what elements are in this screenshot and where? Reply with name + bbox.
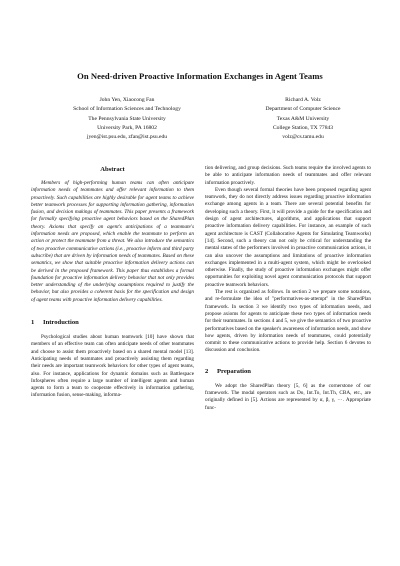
author-emails: volz@cs.tamu.edu bbox=[282, 134, 324, 141]
section-heading-introduction bbox=[31, 318, 194, 327]
author-university: Texas A&M University bbox=[276, 115, 330, 122]
introduction-paragraph: Psychological studies about human teamwork [10] have shown that members of an effective team can often anticipate needs of other teammates and choose to assist them proactively based on a shared mental model [13]. Anticipating needs of teammates and proactively assisting them regarding their needs are important teamwork behaviors for other types of agent teams, also. For instance, applications for dynamic domains such as Battlespace Infospheres often require a large number of intelligent agents and human agents to form a team to cooperate effectively in information gathering, information fusion, sense-making, informa- bbox=[31, 334, 194, 399]
section-number: 2 bbox=[205, 367, 209, 375]
preparation-paragraph: We adopt the SharedPlan theory [5, 6] as the cornerstone of our framework. The modal operators such as Do, Int.To, Int.Th, CBA, etc., are originally defined in [5]. Actions are represented by α, β, γ, ⋯. Appropriate func- bbox=[205, 382, 371, 411]
section-title: Introduction bbox=[43, 319, 79, 327]
abstract-heading: Abstract bbox=[100, 166, 125, 173]
body-paragraph: The rest is organized as follows. In section 2 we prepare some notations, and re-formulate the idea of "performatives-as-attempt" in the SharedPlan framework. In section 3 we identify two types of information needs, and propose axioms for agents to anticipate these two types of information needs for their teammates. In sections 4 and 5, we give the semantics of two proactive performatives based on the speaker's awareness of information needs, and show how agents, driven by information needs of teammates, could potentially commit to these communicative actions to provide help. Section 6 devotes to discussion and conclusion. bbox=[205, 289, 371, 354]
section-number: 1 bbox=[31, 319, 35, 327]
author-emails: jyen@ist.psu.edu, zfan@ist.psu.edu bbox=[86, 134, 168, 141]
paper-title: On Need-driven Proactive Information Exchanges in Agent Teams bbox=[77, 71, 323, 81]
author-university: The Pennsylvania State University bbox=[88, 115, 166, 122]
body-paragraph: Even though several formal theories have been proposed regarding agent teamwork, they do not directly address issues regarding proactive information exchange among agents in a team. There are several potential benefits for developing such a theory. First, it will provide a guide for the specification and design of agent architectures, algorithms, and applications that support proactive information delivery capabilities. For instance, an example of such agent architecture is CAST (Collaborative Agents for Simulating Teamworks)[14]. Second, such a theory can not only be critical for understanding the mental states of the performers involved in proactive communication actions, it can also uncover the assumptions and limitations of proactive information exchanges implemented in a multi-agent system, which might be overlooked otherwise. Finally, the study of proactive information exchanges might offer opportunities for exploiting novel agent communication protocols that support proactive teamwork behaviors. bbox=[205, 186, 371, 288]
author-block-left bbox=[46, 96, 208, 142]
section-heading-preparation bbox=[205, 367, 371, 376]
author-address: College Station, TX 77843 bbox=[272, 124, 334, 131]
right-column bbox=[205, 165, 371, 412]
author-names: John Yen, Xiaocong Fan bbox=[99, 97, 155, 103]
author-block-right bbox=[228, 96, 378, 142]
left-column bbox=[31, 165, 194, 400]
author-names: Richard A. Volz bbox=[285, 97, 321, 103]
section-title: Preparation bbox=[217, 367, 251, 375]
author-affiliation: Department of Computer Science bbox=[265, 106, 341, 113]
author-affiliation: School of Information Sciences and Technology bbox=[73, 106, 181, 113]
abstract-text: Members of high-performing human teams can often anticipate information needs of teammates and offer relevant information to them proactively. Such capabilities are highly desirable for agent teams to achieve better teamwork processes for supporting information gathering, information fusion, and decision makings of teammates. This paper presents a framework for formally specifying proactive agent behaviors based on the SharedPlan theory. Axioms that specify an agent's anticipations of a teammate's information needs are proposed, which enable the teammate to perform an action or protect the teammate from a threat. We also introduce the semantics of two proactive communicative actions (i.e., proactive inform and third party subscribe) that are driven by information needs of teammates. Based on these semantics, we show that suitable proactive information delivery actions can be derived in the proposed framework. This paper thus establishes a formal foundation for proactive information delivery behavior that not only provides better understanding of the underlying assumptions required to justify the behavior, but also provides a coherent basis for the specification and design of agent teams with proactive information delivery capabilities. bbox=[31, 180, 194, 303]
body-paragraph: tion delivering, and group decisions. Such teams require the involved agents to be able to anticipate information needs of teammates and offer relevant information proactively. bbox=[205, 165, 371, 186]
author-address: University Park, PA 16802 bbox=[97, 124, 157, 131]
